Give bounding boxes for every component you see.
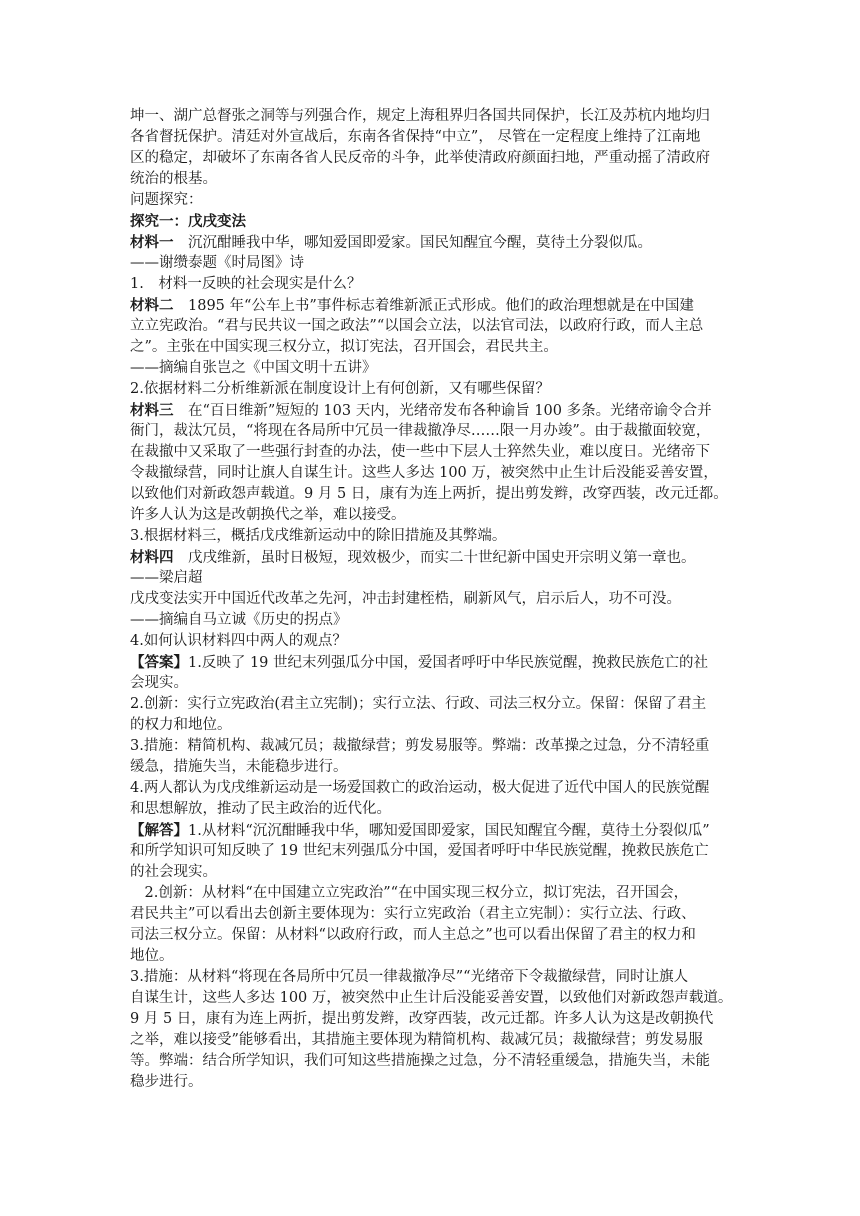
bold-lead: 材料一 <box>130 234 174 251</box>
text-line <box>130 148 732 169</box>
bold-lead: 材料二 <box>130 297 174 314</box>
line-text: 戊戌维新，虽时日极短，现效极少，而实二十世纪新中国史开宗明义第一章也。 <box>173 550 696 566</box>
text-line <box>130 1009 732 1030</box>
text-line <box>130 820 732 841</box>
line-text: 3.措施：从材料“将现在各局所中冗员一律裁撤净尽”“光绪帝下令裁撤绿营，同时让旗人 <box>130 969 689 985</box>
line-text: 2.创新：实行立宪政治(君主立宪制)；实行立法、行政、司法三权分立。保留：保留了君主 <box>130 696 707 712</box>
line-text: 之”。主张在中国实现三权分立，拟订宪法，召开国会，君民共主。 <box>130 339 558 355</box>
line-text: 以致他们对新政怨声载道。9 月 5 日，康有为连上两折，提出剪发辫，改穿西装，改元迁都。 <box>130 486 728 502</box>
text-line <box>130 568 732 589</box>
line-text: ——摘编自张岂之《中国文明十五讲》 <box>130 360 377 376</box>
line-text: 9 月 5 日，康有为连上两折，提出剪发辫，改穿西装，改元迁都。许多人认为这是改朝换代 <box>130 1011 714 1027</box>
line-text: 稳步进行。 <box>130 1074 203 1090</box>
line-text: 问题探究： <box>130 192 203 208</box>
bold-lead: 材料三 <box>130 402 174 419</box>
text-line <box>130 253 732 274</box>
text-line <box>130 841 732 862</box>
text-line <box>130 127 732 148</box>
line-text: 等。弊端：结合所学知识，我们可知这些措施操之过急，分不清轻重缓急，措施失当，未能 <box>130 1053 710 1069</box>
text-line <box>130 400 732 421</box>
text-line <box>130 505 732 526</box>
text-line <box>130 1051 732 1072</box>
line-text: 衙门，裁汰冗员，“将现在各局所中冗员一律裁撤净尽……限一月办竣”。由于裁撤面较宽， <box>130 423 711 439</box>
line-text: ——梁启超 <box>130 570 203 586</box>
line-text: ——谢缵泰题《时局图》诗 <box>130 255 304 271</box>
text-line <box>130 379 732 400</box>
line-text: 4.如何认识材料四中两人的观点？ <box>130 633 347 649</box>
text-line <box>130 673 732 694</box>
bold-lead: 材料四 <box>130 549 174 566</box>
text-line <box>130 526 732 547</box>
text-line <box>130 1030 732 1051</box>
text-line <box>130 883 732 904</box>
line-text: 在裁撤中又采取了一些强行封查的办法，使一些中下层人士猝然失业，难以度日。光绪帝下 <box>130 444 710 460</box>
text-line <box>130 925 732 946</box>
line-text: ——摘编自马立诚《历史的拐点》 <box>130 612 348 628</box>
line-text: 地位。 <box>130 948 174 964</box>
line-text: 2.创新：从材料“在中国建立立宪政治”“在中国实现三权分立，拟订宪法，召开国会， <box>130 885 689 901</box>
text-line <box>130 484 732 505</box>
line-text: 缓急，措施失当，未能稳步进行。 <box>130 759 348 775</box>
text-line <box>130 694 732 715</box>
line-text: 1.反映了 19 世纪末列强瓜分中国，爱国者呼吁中华民族觉醒，挽救民族危亡的社 <box>188 655 709 671</box>
text-line <box>130 463 732 484</box>
text-line <box>130 274 732 295</box>
text-line <box>130 1072 732 1093</box>
text-line <box>130 778 732 799</box>
text-line <box>130 106 732 127</box>
line-text: 3.措施：精简机构、裁减冗员；裁撤绿营；剪发易服等。弊端：改革操之过急，分不清轻重 <box>130 738 710 754</box>
text-line <box>130 862 732 883</box>
text-line <box>130 547 732 568</box>
line-text: 立立宪政治。“君与民共议一国之政法”“以国会立法，以法官司法，以政府行政，而人主总 <box>130 318 704 334</box>
line-text: 的社会现实。 <box>130 864 217 880</box>
bold-lead: 探究一：戊戌变法 <box>130 213 246 230</box>
text-line <box>130 169 732 190</box>
text-line <box>130 442 732 463</box>
line-text: 司法三权分立。保留：从材料“以政府行政，而人主总之”也可以看出保留了君主的权力和 <box>130 927 696 943</box>
line-text: 各省督抚保护。清廷对外宣战后，东南各省保持“中立”， 尽管在一定程度上维持了江南地 <box>130 129 701 145</box>
line-text: 令裁撤绿营，同时让旗人自谋生计。这些人多达 100 万，被突然中止生计后没能妥善安置， <box>130 465 718 481</box>
text-line <box>130 946 732 967</box>
text-line <box>130 589 732 610</box>
line-text: 坤一、湖广总督张之洞等与列强合作，规定上海租界归各国共同保护，长江及苏杭内地均归 <box>130 108 710 124</box>
line-text: 1. 材料一反映的社会现实是什么？ <box>130 276 362 292</box>
line-text: 沉沉酣睡我中华，哪知爱国即爱家。国民知醒宜今醒，莫待土分裂似瓜。 <box>173 235 652 251</box>
text-line <box>130 988 732 1009</box>
line-text: 在“百日维新”短短的 103 天内，光绪帝发布各种谕旨 100 多条。光绪帝谕令合并 <box>173 403 712 419</box>
line-text: 戊戌变法实开中国近代改革之先河，冲击封建桎梏，刷新风气，启示后人，功不可没。 <box>130 591 681 607</box>
text-line <box>130 610 732 631</box>
line-text: 和思想解放，推动了民主政治的近代化。 <box>130 801 391 817</box>
text-line <box>130 337 732 358</box>
bold-lead: 【答案】 <box>130 654 188 671</box>
text-line <box>130 715 732 736</box>
line-text: 2.依据材料二分析维新派在制度设计上有何创新，又有哪些保留？ <box>130 381 550 397</box>
text-line <box>130 232 732 253</box>
text-line <box>130 904 732 925</box>
text-line <box>130 211 732 232</box>
line-text: 会现实。 <box>130 675 188 691</box>
text-line <box>130 652 732 673</box>
text-line <box>130 358 732 379</box>
text-line <box>130 736 732 757</box>
line-text: 1.从材料“沉沉酣睡我中华，哪知爱国即爱家，国民知醒宜今醒，莫待土分裂似瓜” <box>188 823 710 839</box>
text-line <box>130 757 732 778</box>
line-text: 之举，难以接受”能够看出，其措施主要体现为精简机构、裁减冗员；裁撤绿营；剪发易服 <box>130 1032 703 1048</box>
text-line <box>130 631 732 652</box>
text-line <box>130 967 732 988</box>
line-text: 3.根据材料三，概括戊戌维新运动中的除旧措施及其弊端。 <box>130 528 507 544</box>
line-text: 自谋生计，这些人多达 100 万，被突然中止生计后没能妥善安置，以致他们对新政怨声载道。 <box>130 990 733 1006</box>
bold-lead: 【解答】 <box>130 822 188 839</box>
text-line <box>130 295 732 316</box>
line-text: 和所学知识可知反映了 19 世纪末列强瓜分中国，爱国者呼吁中华民族觉醒，挽救民族危亡 <box>130 843 709 859</box>
line-text: 君民共主”可以看出去创新主要体现为：实行立宪政治（君主立宪制）：实行立法、行政、 <box>130 906 696 922</box>
text-line <box>130 316 732 337</box>
line-text: 的权力和地位。 <box>130 717 232 733</box>
line-text: 许多人认为这是改朝换代之举，难以接受。 <box>130 507 406 523</box>
text-line <box>130 421 732 442</box>
text-line <box>130 799 732 820</box>
line-text: 统治的根基。 <box>130 171 217 187</box>
text-line <box>130 190 732 211</box>
line-text: 4.两人都认为戊戌维新运动是一场爱国救亡的政治运动，极大促进了近代中国人的民族觉醒 <box>130 780 710 796</box>
line-text: 区的稳定，却破坏了东南各省人民反帝的斗争，此举使清政府颜面扫地，严重动摇了清政府 <box>130 150 710 166</box>
document-body <box>130 106 732 1093</box>
line-text: 1895 年“公车上书”事件标志着维新派正式形成。他们的政治理想就是在中国建 <box>173 298 694 314</box>
